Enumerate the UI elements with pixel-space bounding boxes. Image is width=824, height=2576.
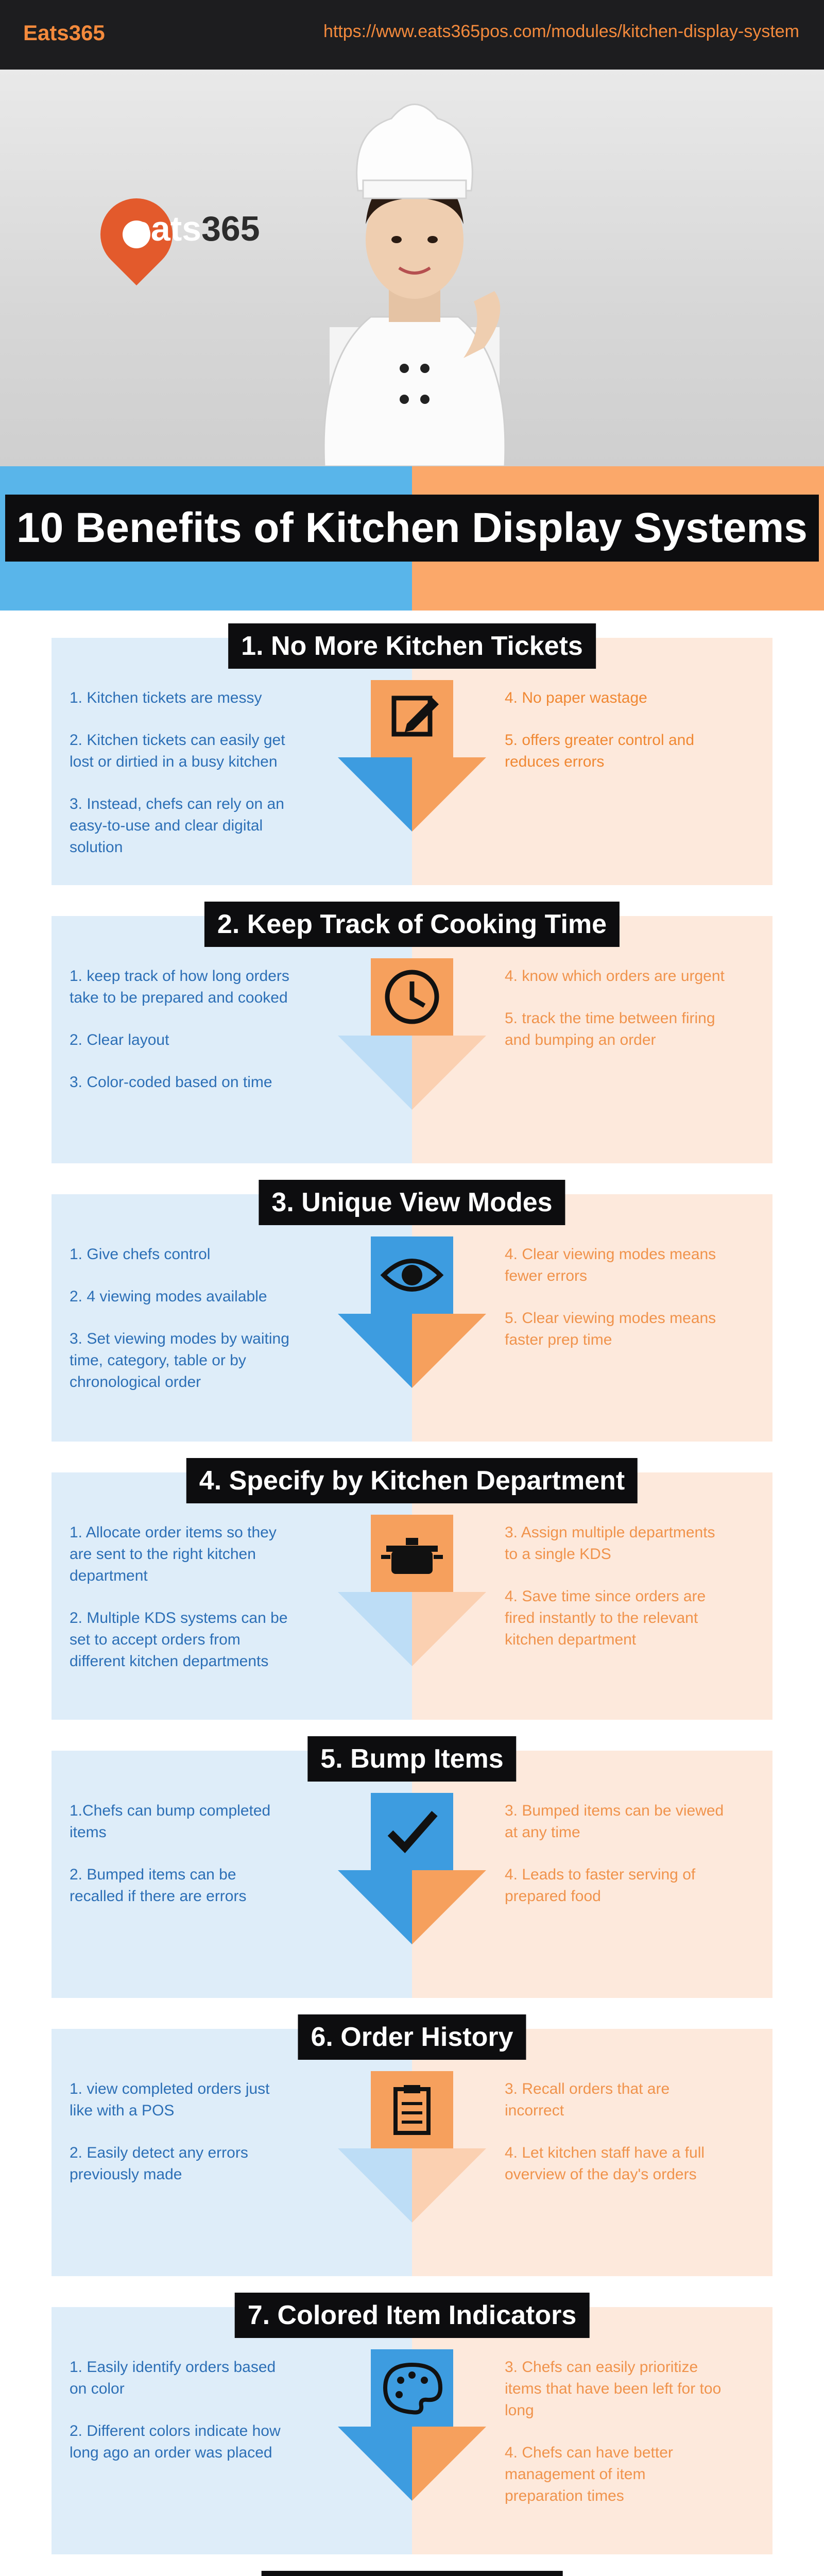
- arrow-left-shape: [338, 2148, 412, 2223]
- benefit-point: 3. Bumped items can be viewed at any time: [505, 1802, 724, 1841]
- arrow-right-shape: [412, 757, 486, 832]
- section-right-points: [505, 1244, 726, 1371]
- benefit-point: 3. Chefs can easily prioritize items that have been left for too long: [505, 2359, 722, 2419]
- section-left-points: [70, 1244, 291, 1414]
- benefit-point: 2. 4 viewing modes available: [70, 1288, 267, 1305]
- section-right-points: [505, 687, 726, 793]
- section-left-points: [70, 687, 291, 879]
- arrow-left-shape: [338, 757, 412, 832]
- benefit-section: [52, 1466, 772, 1720]
- benefit-point: 4. No paper wastage: [505, 689, 647, 706]
- cooking-pot-icon: [371, 1515, 453, 1592]
- benefit-point: 4. Save time since orders are fired instantly to the relevant kitchen department: [505, 1588, 706, 1648]
- chef-illustration: [268, 70, 556, 466]
- section-right-points: [505, 1800, 726, 1928]
- arrow-right-shape: [412, 1036, 486, 1110]
- benefit-point: 1. Give chefs control: [70, 1246, 211, 1263]
- benefit-section: [52, 1188, 772, 1442]
- section-heading: [262, 2571, 563, 2576]
- section-left-points: [70, 2078, 291, 2206]
- section-heading: 3. Unique View Modes: [259, 1180, 565, 1225]
- benefit-point: 3. Color-coded based on time: [70, 1074, 272, 1091]
- arrow-left-shape: [338, 1870, 412, 1944]
- hero-logo: [131, 209, 260, 249]
- benefit-section: [52, 909, 772, 1163]
- benefit-point: 4. Let kitchen staff have a full overview of the day's orders: [505, 2144, 705, 2183]
- section-heading: 2. Keep Track of Cooking Time: [204, 902, 620, 947]
- section-heading: 1. No More Kitchen Tickets: [228, 623, 596, 669]
- arrow-right-shape: [412, 2427, 486, 2501]
- hero-logo-right: 365: [201, 209, 260, 248]
- benefit-point: 4. know which orders are urgent: [505, 968, 725, 985]
- section-heading: 5. Bump Items: [307, 1736, 516, 1782]
- section-left-points: [70, 965, 291, 1114]
- arrow-left-shape: [338, 2427, 412, 2501]
- clipboard-icon: [371, 2071, 453, 2148]
- benefit-point: 2. Multiple KDS systems can be set to accept orders from different kitchen departments: [70, 1609, 288, 1670]
- arrow-right-shape: [412, 1314, 486, 1388]
- benefit-point: 1. Easily identify orders based on color: [70, 2359, 276, 2397]
- benefit-point: 1. Allocate order items so they are sent to the right kitchen department: [70, 1524, 277, 1584]
- benefit-point: 2. Bumped items can be recalled if there are errors: [70, 1866, 247, 1905]
- benefit-point: 1.Chefs can bump completed items: [70, 1802, 271, 1841]
- arrow-right-shape: [412, 1870, 486, 1944]
- hero-image: [0, 70, 824, 466]
- benefit-point: 2. Kitchen tickets can easily get lost or dirtied in a busy kitchen: [70, 732, 285, 770]
- section-left-points: [70, 2357, 291, 2484]
- benefit-point: 5. offers greater control and reduces errors: [505, 732, 694, 770]
- eye-icon: [371, 1236, 453, 1314]
- title-bar: [5, 495, 819, 562]
- section-right-points: [505, 2357, 726, 2528]
- title-band: [0, 466, 824, 611]
- benefit-point: 4. Leads to faster serving of prepared food: [505, 1866, 696, 1905]
- checkmark-icon: [371, 1793, 453, 1870]
- benefit-section: [52, 2300, 772, 2554]
- pencil-square-icon: [371, 680, 453, 757]
- benefit-point: 2. Different colors indicate how long ago an order was placed: [70, 2422, 281, 2461]
- benefit-point: 1. Kitchen tickets are messy: [70, 689, 262, 706]
- top-bar: [0, 0, 824, 70]
- benefit-point: 1. keep track of how long orders take to be prepared and cooked: [70, 968, 289, 1006]
- section-heading: 7. Colored Item Indicators: [235, 2293, 590, 2338]
- benefit-point: 3. Instead, chefs can rely on an easy-to-use and clear digital solution: [70, 795, 284, 856]
- benefit-section: [52, 1744, 772, 1998]
- benefit-point: 5. track the time between firing and bumping an order: [505, 1010, 715, 1048]
- arrow-left-shape: [338, 1592, 412, 1666]
- brand-name: Eats365: [23, 21, 105, 45]
- arrow-left-shape: [338, 1314, 412, 1388]
- section-right-points: [505, 1522, 726, 1671]
- benefit-point: 2. Easily detect any errors previously made: [70, 2144, 248, 2183]
- hero-logo-left: eats: [131, 209, 202, 248]
- section-left-points: [70, 1800, 291, 1928]
- header-url[interactable]: https://www.eats365pos.com/modules/kitchen-display-system: [323, 22, 799, 41]
- section-right-points: [505, 965, 726, 1072]
- section-heading: 4. Specify by Kitchen Department: [186, 1458, 638, 1503]
- benefit-point: 3. Assign multiple departments to a single KDS: [505, 1524, 715, 1563]
- section-right-points: [505, 2078, 726, 2206]
- benefit-point: 2. Clear layout: [70, 1031, 169, 1048]
- arrow-left-shape: [338, 1036, 412, 1110]
- clock-icon: [371, 958, 453, 1036]
- arrow-right-shape: [412, 1592, 486, 1666]
- page-title: 10 Benefits of Kitchen Display Systems: [16, 504, 808, 551]
- section-heading: 6. Order History: [298, 2014, 526, 2060]
- benefit-point: 3. Set viewing modes by waiting time, category, table or by chronological order: [70, 1330, 289, 1391]
- benefit-point: 5. Clear viewing modes means faster prep time: [505, 1310, 716, 1348]
- benefit-point: 4. Clear viewing modes means fewer errors: [505, 1246, 716, 1284]
- benefit-point: 4. Chefs can have better management of item preparation times: [505, 2444, 673, 2504]
- arrow-right-shape: [412, 2148, 486, 2223]
- section-left-points: [70, 1522, 291, 1693]
- benefit-section: [52, 631, 772, 885]
- benefit-point: 3. Recall orders that are incorrect: [505, 2080, 670, 2119]
- benefit-section: [52, 2022, 772, 2276]
- benefit-point: 1. view completed orders just like with a POS: [70, 2080, 270, 2119]
- palette-icon: [371, 2349, 453, 2427]
